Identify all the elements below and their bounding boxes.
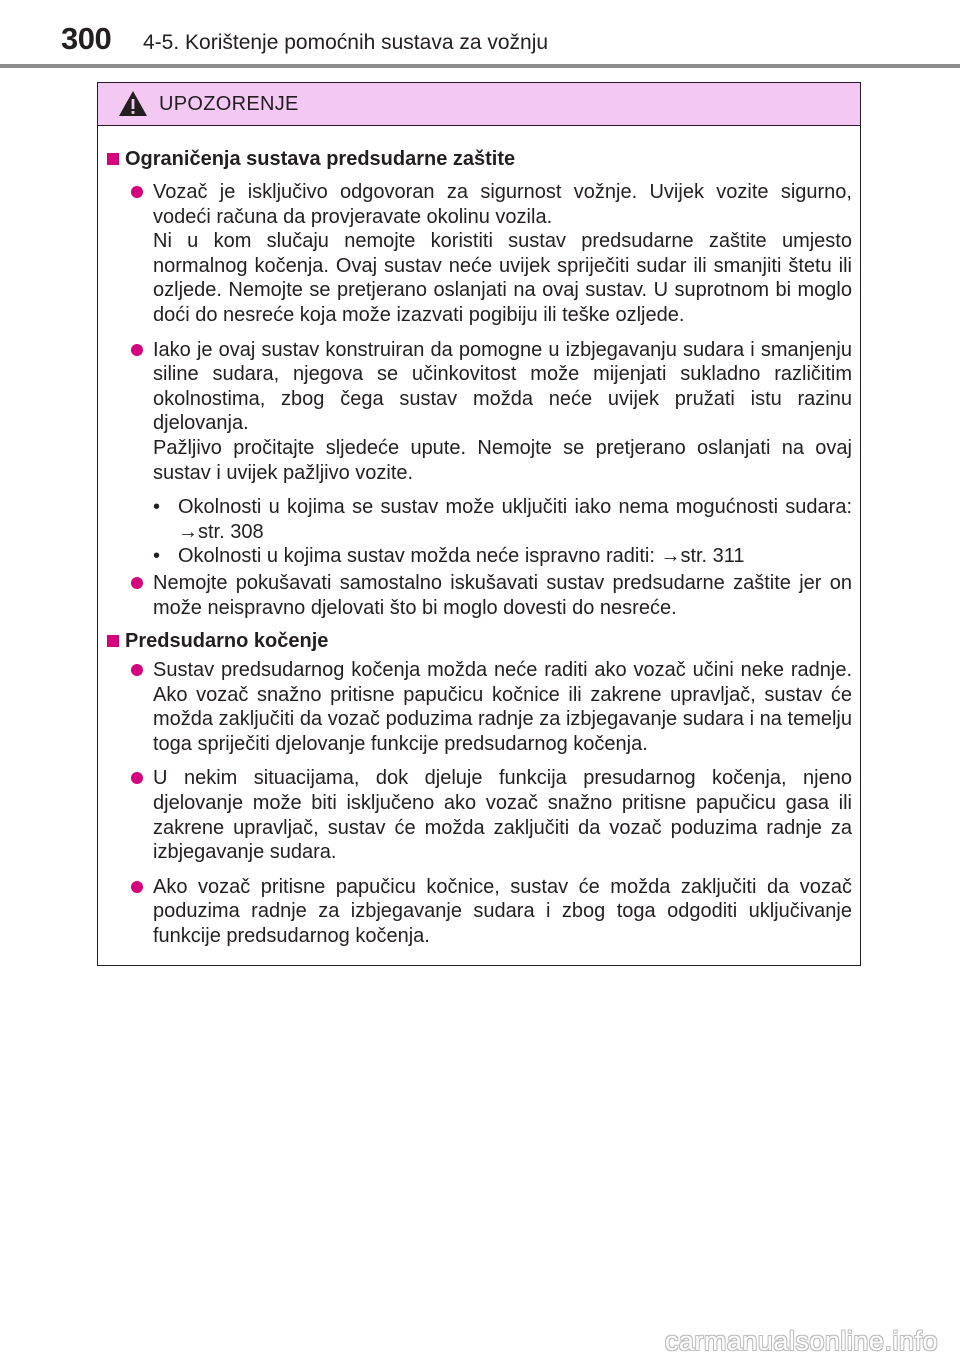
square-bullet-icon xyxy=(107,153,119,165)
watermark-text: carmanualsonline.info xyxy=(664,1326,938,1356)
sub-list-item xyxy=(107,544,852,569)
list-item xyxy=(107,766,852,864)
circle-bullet-icon xyxy=(131,186,143,198)
sub-list-item xyxy=(107,495,852,544)
page-number: 300 xyxy=(61,21,112,56)
list-item xyxy=(107,658,852,756)
warning-title: UPOZORENJE xyxy=(159,93,299,115)
paragraph: Ni u kom slučaju nemojte koristiti sustav predsudarne zaštite umjesto normalnog kočenja. Ovaj sustav neće uvijek spriječiti sudar ili smanjiti štetu ili ozljede. Nemojte se pretjerano oslanjati na ovaj sustav. U suprotnom bi moglo doći do nesreće koja može izazvati pogibiju ili teške ozljede. xyxy=(153,230,852,326)
circle-bullet-icon xyxy=(131,664,143,676)
section-heading-text: Predsudarno kočenje xyxy=(125,630,329,653)
paragraph: Ako vozač pritisne papučicu kočnice, sustav će možda zaključiti da vozač poduzima radnje za izbjegavanje sudara i zbog toga odgoditi uključivanje funkcije predsudarnog kočenja. xyxy=(153,875,852,948)
paragraph: U nekim situacijama, dok djeluje funkcija presudarnog kočenja, njeno djelovanje može biti isključeno ako vozač snažno pritisne papučicu gasa ili zakrene upravljač, sustav će možda zaključiti da vozač poduzima radnje za izbjegavanje sudara. xyxy=(153,767,852,864)
paragraph: Iako je ovaj sustav konstruiran da pomogne u izbjegavanju sudara i smanjenju siline sudara, njegova se učinkovitost može mijenjati sukladno različitim okolnostima, zbog čega sustav možda neće uvijek pružati istu razinu djelovanja. xyxy=(153,338,852,435)
section-heading xyxy=(107,628,852,654)
sub-bullet-icon: • xyxy=(153,545,161,568)
chapter-title: 4-5. Korištenje pomoćnih sustava za vožnju xyxy=(143,31,549,54)
paragraph: Vozač je isključivo odgovoran za sigurnost vožnje. Uvijek vozite sigurno, vodeći računa da provjeravate okolinu vozila. xyxy=(153,181,852,228)
circle-bullet-icon xyxy=(131,344,143,356)
list-item xyxy=(107,571,852,620)
paragraph: Sustav predsudarnog kočenja možda neće raditi ako vozač učini neke radnje. Ako vozač snažno pritisne papučicu kočnice ili zakrene upravljač, sustav će možda zaključiti da vozač poduzima radnje za izbjegavanje sudara i na temelju toga spriječiti djelovanje funkcije predsudarnog kočenja. xyxy=(153,659,852,755)
paragraph: Pažljivo pročitajte sljedeće upute. Nemojte se pretjerano oslanjati na ovaj sustav i uvijek pažljivo vozite. xyxy=(153,436,852,484)
paragraph: Nemojte pokušavati samostalno iskušavati sustav predsudarne zaštite jer on može neispravno djelovati što bi moglo dovesti do nesreće. xyxy=(153,571,852,619)
warning-box xyxy=(97,82,861,966)
circle-bullet-icon xyxy=(131,881,143,893)
section-heading xyxy=(107,146,852,172)
circle-bullet-icon xyxy=(131,577,143,589)
square-bullet-icon xyxy=(107,635,119,647)
sub-list xyxy=(107,495,852,569)
sub-bullet-icon: • xyxy=(153,496,161,519)
section-heading-text: Ograničenja sustava predsudarne zaštite xyxy=(125,148,516,170)
circle-bullet-icon xyxy=(131,772,143,784)
sub-item-text: Okolnosti u kojima se sustav može uključiti iako nema mogućnosti sudara: →str. 308 xyxy=(178,496,852,543)
warning-triangle-icon xyxy=(118,90,148,117)
sub-item-text: Okolnosti u kojima sustav možda neće ispravno raditi: →str. 311 xyxy=(178,545,745,568)
watermark xyxy=(0,1320,960,1360)
header-rule xyxy=(0,64,960,68)
page-header xyxy=(0,0,960,70)
warning-header xyxy=(98,83,860,126)
warning-body xyxy=(98,126,860,949)
list-item xyxy=(107,338,852,486)
list-item xyxy=(107,875,852,949)
list-item xyxy=(107,180,852,328)
